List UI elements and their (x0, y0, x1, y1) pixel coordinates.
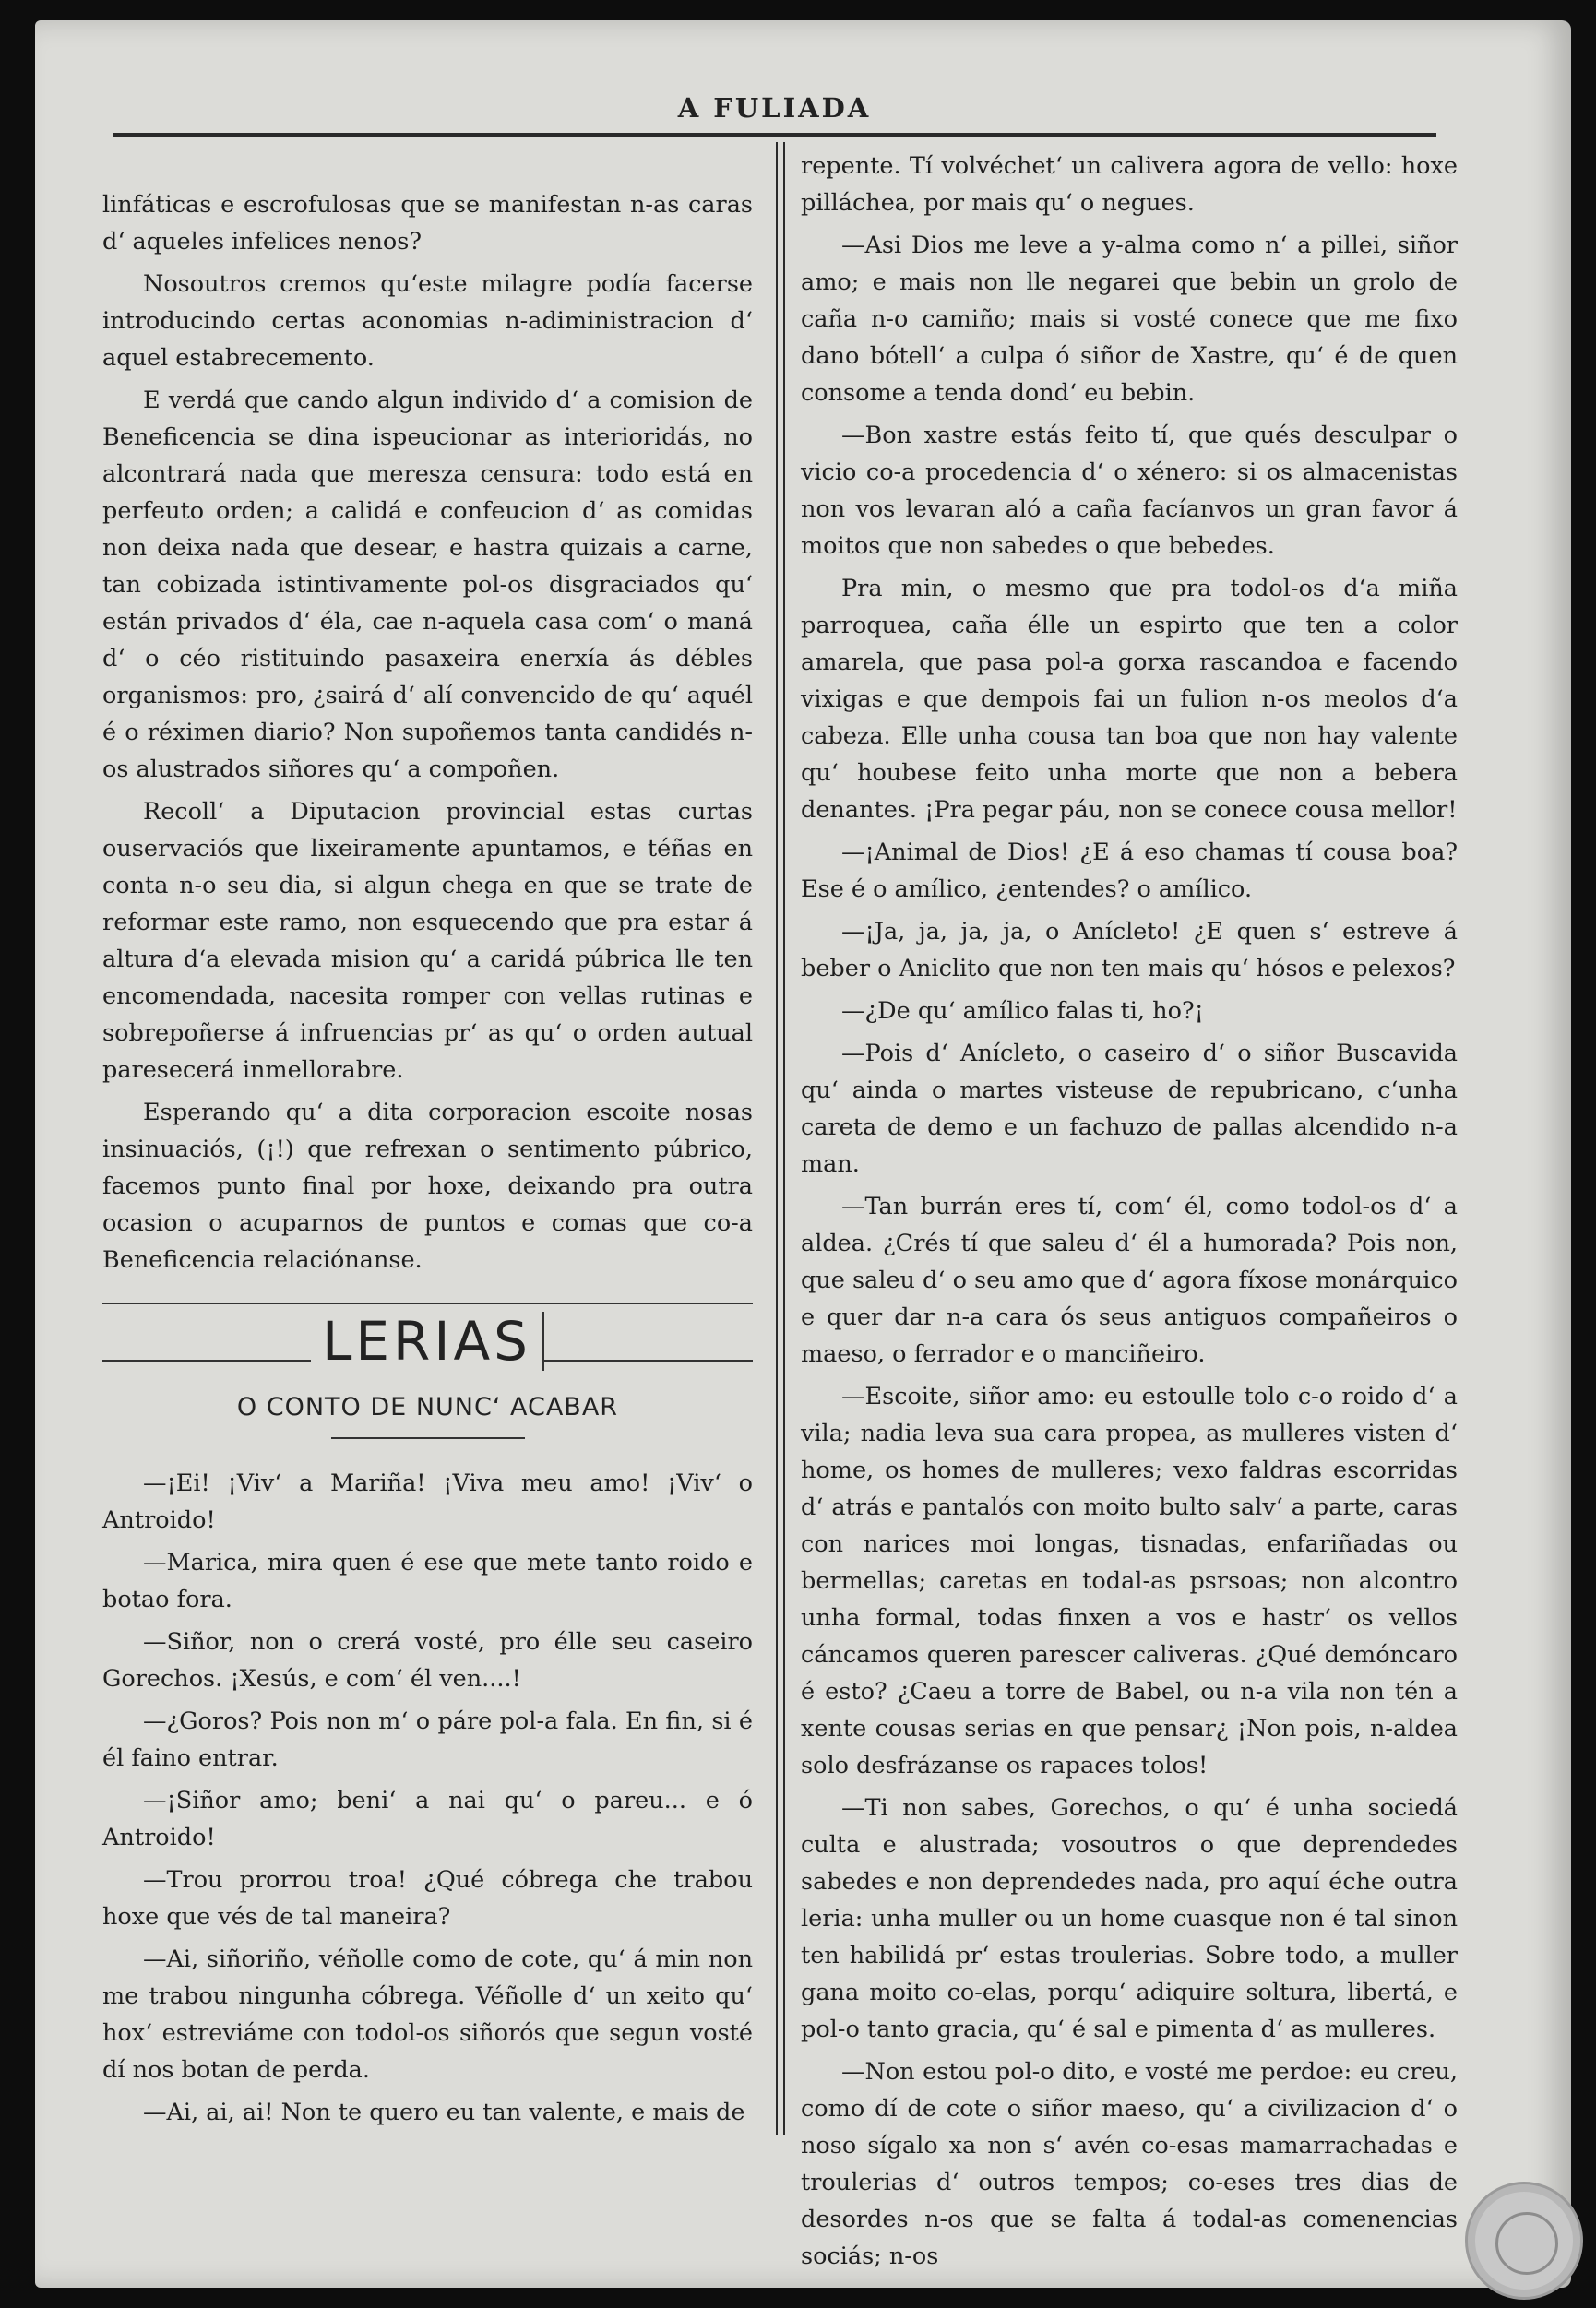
section-title: LERIAS (311, 1312, 544, 1371)
column-separator (776, 142, 785, 2135)
page-header-title: A FULIADA (677, 92, 872, 124)
paragraph: Nosoutros cremos qu‘este milagre podía facerse introducindo certas aconomias n-adiministracion d‘ aquel estabrecemento. (102, 270, 753, 372)
paragraph: —¡Ei! ¡Viv‘ a Mariña! ¡Viva meu amo! ¡Viv‘ o Antroido! (102, 1469, 753, 1534)
paragraph: —¡Animal de Dios! ¿E á eso chamas tí cousa boa? Ese é o amílico, ¿entendes? o amílico. (801, 839, 1458, 903)
header-rule (113, 133, 1436, 137)
section-heading (102, 1312, 753, 1371)
paragraph: Esperando qu‘ a dita corporacion escoite nosas insinuaciós, (¡!) que refrexan o sentimento púbrico, facemos punto final por hoxe, deixando pra outra ocasion o acuparnos de puntos e comas que co-a Beneficencia relaciónanse. (102, 1099, 753, 1274)
paragraph: Pra min, o mesmo que pra todol-os d‘a miña parroquea, caña élle un espirto que ten a color amarela, que pasa pol-a gorxa rascandoa e facendo vixigas e que dempois fai un fulion n-os meolos d‘a cabeza. Elle unha cousa tan boa que non hay valente qu‘ houbese feito unha morte que non a bebera denantes. ¡Pra pegar páu, non se conece cousa mellor! (801, 575, 1458, 824)
heading-line-left (102, 1360, 311, 1362)
paragraph: —Bon xastre estás feito tí, que qués desculpar o vicio co-a procedencia d‘ o xénero: si os almacenistas non vos levaran aló a caña facíanvos un gran favor á moitos que non sabedes o que bebedes. (801, 422, 1458, 560)
seal-inner-ring (1495, 2212, 1558, 2275)
paragraph: —¿De qu‘ amílico falas ti, ho?¡ (841, 997, 1204, 1025)
paragraph: repente. Tí volvéchet‘ un calivera agora de vello: hoxe pilláchea, por mais qu‘ o negues. (801, 152, 1458, 217)
paragraph: linfáticas e escrofulosas que se manifestan n-as caras d‘ aqueles infelices nenos? (102, 191, 753, 256)
paragraph: —Ai, siñoriño, véñolle como de cote, qu‘ á min non me trabou ningunha cóbrega. Véñolle d‘ un xeito qu‘ hox‘ estreviáme con todol-os siñorós que segun vosté dí nos botan de perda. (102, 1945, 753, 2084)
story-title-rule (331, 1437, 525, 1439)
paragraph: —Trou prorrou troa! ¿Qué cóbrega che trabou hoxe que vés de tal maneira? (102, 1866, 753, 1931)
story-title: O CONTO DE NUNC‘ ACABAR (236, 1393, 619, 1422)
paragraph: —Siñor, non o crerá vosté, pro élle seu caseiro Gorechos. ¡Xesús, e com‘ él ven....! (102, 1628, 753, 1693)
newspaper-page (35, 20, 1571, 2288)
paragraph: Recoll‘ a Diputacion provincial estas curtas ouservaciós que lixeiramente apuntamos, e téñas en conta n-o seu dia, si algun chega en que se trate de reformar este ramo, non esquecendo que pra estar á altura d‘a elevada mision qu‘ a caridá púbrica lle ten encomendada, nacesita romper con vellas rutinas e sobrepoñerse á infruencias pr‘ as qu‘ o orden autual paresecerá inmellorabre. (102, 798, 753, 1084)
paragraph: —¡Ja, ja, ja, ja, o Anícleto! ¿E quen s‘ estreve á beber o Aniclito que non ten mais qu‘ hósos e pelexos? (801, 918, 1458, 982)
paragraph: —Escoite, siñor amo: eu estoulle tolo c-o roido d‘ a vila; nadia leva sua cara propea, as mulleres visten d‘ home, os homes de mulleres; vexo faldras escorridas d‘ atrás e pantalós con moito bulto salv‘ a parte, caras con narices moi longas, tisnadas, enfariñadas ou bermellas; caretas en todal-as psrsoas; non alcontro unha formal, todas finxen a vos e hastr‘ os vellos cáncamos queren parescer caliveras. ¿Qué demóncaro é esto? ¿Caeu a torre de Babel, ou n-a vila non tén a xente cousas serias en que pensar¿ ¡Non pois, n-aldea solo desfrázanse os rapaces tolos! (801, 1383, 1458, 1779)
paragraph: —Ti non sabes, Gorechos, o qu‘ é unha sociedá culta e alustrada; vosoutros o que deprendedes sabedes e non deprendedes nada, pro aquí éche outra leria: unha muller ou un home cuasque non é tal sinon ten habilidá pr‘ estas troulerias. Sobre todo, a muller gana moito co-elas, porqu‘ adiquire soltura, libertá, e pol-o tanto gracia, qu‘ é sal e pimenta d‘ as mulleres. (801, 1794, 1458, 2043)
paragraph: —Pois d‘ Anícleto, o caseiro d‘ o siñor Buscavida qu‘ ainda o martes visteuse de repubricano, c‘unha careta de demo e un fachuzo de pallas alcendido n-a man. (801, 1040, 1458, 1178)
paragraph: E verdá que cando algun individo d‘ a comision de Beneficencia se dina ispeucionar as interioridás, no alcontrará nada que meresza censura: todo está en perfeuto orden; a calidá e confeucion d‘ as comidas non deixa nada que desear, e hastra quizais a carne, tan cobizada istintivamente pol-os disgraciados qu‘ están privados d‘ éla, cae n-aquela casa com‘ o maná d‘ o céo ristituindo pasaxeira enerxía ás débles organismos: pro, ¿sairá d‘ alí convencido de qu‘ aquél é o réximen diario? Non supoñemos tanta candidés n-os alustrados siñores qu‘ a compoñen. (102, 387, 753, 783)
paragraph: —¿Goros? Pois non m‘ o páre pol-a fala. En fin, si é él faino entrar. (102, 1707, 753, 1772)
left-column (102, 186, 753, 2136)
paragraph: —Asi Dios me leve a y-alma como n‘ a pillei, siñor amo; e mais non lle negarei que bebin un grolo de caña n-o camiño; mais si vosté conece que me fixo dano bótell‘ a culpa ó siñor de Xastre, qu‘ é de quen consome a tenda dond‘ eu bebin. (801, 232, 1458, 407)
paragraph: —Ai, ai, ai! Non te quero eu tan valente, e mais de (143, 2099, 745, 2126)
section-divider (102, 1303, 753, 1304)
paragraph: —Non estou pol-o dito, e vosté me perdoe: eu creu, como dí de cote o siñor maeso, qu‘ a civilizacion d‘ o noso sígalo xa non s‘ avén co-esas mamarrachadas e troulerias d‘ outros tempos; co-eses tres dias de desordes n-os que se falta á todal-as comenencias sociás; n-os (801, 2058, 1458, 2270)
academy-seal-icon (1465, 2182, 1583, 2300)
heading-line-right (544, 1360, 753, 1362)
right-column (801, 148, 1458, 2280)
paragraph: —¡Siñor amo; beni‘ a nai qu‘ o pareu... e ó Antroido! (102, 1787, 753, 1851)
paragraph: —Tan burrán eres tí, com‘ él, como todol-os d‘ a aldea. ¿Crés tí que saleu d‘ él a humorada? Pois non, que saleu d‘ o seu amo que d‘ agora fíxose monárquico e quer dar n-a cara ós seus antiguos compañeiros o maeso, o ferrador e o manciñeiro. (801, 1193, 1458, 1368)
paragraph: —Marica, mira quen é ese que mete tanto roido e botao fora. (102, 1549, 753, 1613)
